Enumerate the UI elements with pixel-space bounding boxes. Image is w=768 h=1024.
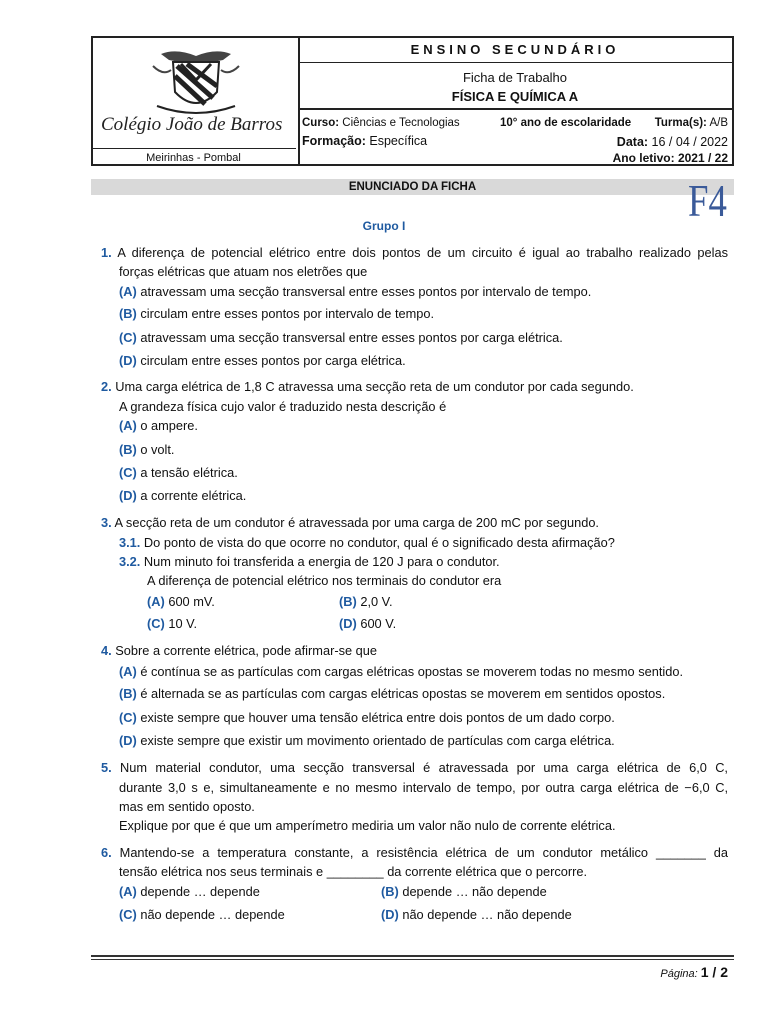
q1-option-b: (B) circulam entre esses pontos por intervalo de tempo. — [119, 306, 435, 321]
section-band-title: ENUNCIADO DA FICHA — [91, 179, 734, 195]
formacao-field: Formação: Específica — [302, 134, 428, 148]
q6-line2: tensão elétrica nos seus terminais e ________ da corrente elétrica que o percorre. — [119, 864, 588, 879]
footer-rule-thin — [91, 959, 734, 960]
header-box — [91, 36, 734, 166]
q4-option-b: (B) é alternada se as partículas com cargas elétricas opostas se moverem em sentidos opostos. — [119, 686, 666, 701]
q3-2: 3.2. Num minuto foi transferida a energia de 120 J para o condutor. — [119, 554, 500, 569]
q6-option-b: (B) depende … não depende — [381, 884, 547, 899]
q3-2-line2: A diferença de potencial elétrico nos terminais do condutor era — [147, 573, 502, 588]
q3-stem: 3. A secção reta de um condutor é atravessada por uma carga de 200 mC por segundo. — [101, 515, 599, 530]
q5-line4: Explique por que é que um amperímetro mediria um valor não nulo de corrente elétrica. — [119, 818, 616, 833]
q3-option-d: (D) 600 V. — [339, 616, 397, 631]
q4-stem: 4. Sobre a corrente elétrica, pode afirmar-se que — [101, 643, 378, 658]
q1-option-d: (D) circulam entre esses pontos por carga elétrica. — [119, 353, 406, 368]
q6-option-a: (A) depende … depende — [119, 884, 260, 899]
group-title: Grupo I — [362, 219, 406, 233]
q2-option-a: (A) o ampere. — [119, 418, 198, 433]
q5-line1: 5. Num material condutor, uma secção transversal é atravessada por uma carga elétrica de 6,0 C, — [101, 760, 728, 775]
sheet-code: F4 — [688, 175, 727, 226]
page-number: Página: 1 / 2 — [660, 964, 728, 980]
doc-type: Ficha de Trabalho — [462, 70, 568, 85]
q2-option-b: (B) o volt. — [119, 442, 175, 457]
q3-option-b: (B) 2,0 V. — [339, 594, 393, 609]
q2-stem-line2: A grandeza física cujo valor é traduzido nesta descrição é — [119, 399, 447, 414]
q6-option-d: (D) não depende … não depende — [381, 907, 572, 922]
q1-stem-line2: forças elétricas que atuam nos eletrões que — [119, 264, 368, 279]
curso-field: Curso: Ciências e Tecnologias — [302, 117, 460, 129]
ano-letivo-field: Ano letivo: 2021 / 22 — [612, 151, 728, 165]
date-field: Data: 16 / 04 / 2022 — [616, 135, 728, 149]
footer-rule-thick — [91, 955, 734, 957]
q3-option-a: (A) 600 mV. — [147, 594, 215, 609]
q4-option-c: (C) existe sempre que houver uma tensão elétrica entre dois pontos de um dado corpo. — [119, 710, 615, 725]
school-name: Colégio João de Barros — [101, 114, 283, 135]
q6-option-c: (C) não depende … depende — [119, 907, 285, 922]
q2-stem-line1: 2. Uma carga elétrica de 1,8 C atravessa uma secção reta de um condutor por cada segundo. — [101, 379, 634, 394]
q2-option-c: (C) a tensão elétrica. — [119, 465, 238, 480]
q4-option-a: (A) é contínua se as partículas com cargas elétricas opostas se moverem todas no mesmo sentido. — [119, 664, 684, 679]
q1-option-c: (C) atravessam uma secção transversal entre esses pontos por carga elétrica. — [119, 330, 563, 345]
q6-line1: 6. Mantendo-se a temperatura constante, a resistência elétrica de um condutor metálico _______ da — [101, 845, 729, 860]
q1-stem-line1: 1. A diferença de potencial elétrico entre dois pontos de um circuito é igual ao trabalho realizado pelas — [101, 245, 728, 260]
q2-option-d: (D) a corrente elétrica. — [119, 488, 247, 503]
q1-option-a: (A) atravessam uma secção transversal entre esses pontos por intervalo de tempo. — [119, 284, 592, 299]
q3-1: 3.1. Do ponto de vista do que ocorre no condutor, qual é o significado desta afirmação? — [119, 535, 615, 550]
course-info — [298, 108, 732, 166]
q3-option-c: (C) 10 V. — [147, 616, 198, 631]
q4-option-d: (D) existe sempre que existir um movimento orientado de partículas com carga elétrica. — [119, 733, 615, 748]
education-level: ENSINO SECUNDÁRIO — [298, 38, 732, 63]
q5-line2: durante 3,0 s e, simultaneamente e no mesmo intervalo de tempo, por outra carga elétrica de −6,0 C, — [119, 780, 728, 795]
title-block — [298, 62, 732, 110]
school-logo-panel — [93, 38, 300, 164]
subject-title: FÍSICA E QUÍMICA A — [451, 89, 579, 104]
q5-line3: mas em sentido oposto. — [119, 799, 255, 814]
school-year: 10° ano de escolaridade — [500, 117, 632, 129]
turma-field: Turma(s): A/B — [654, 117, 728, 129]
school-location: Meirinhas - Pombal — [91, 148, 296, 167]
school-crest-icon — [151, 46, 241, 118]
header-info — [298, 38, 732, 164]
